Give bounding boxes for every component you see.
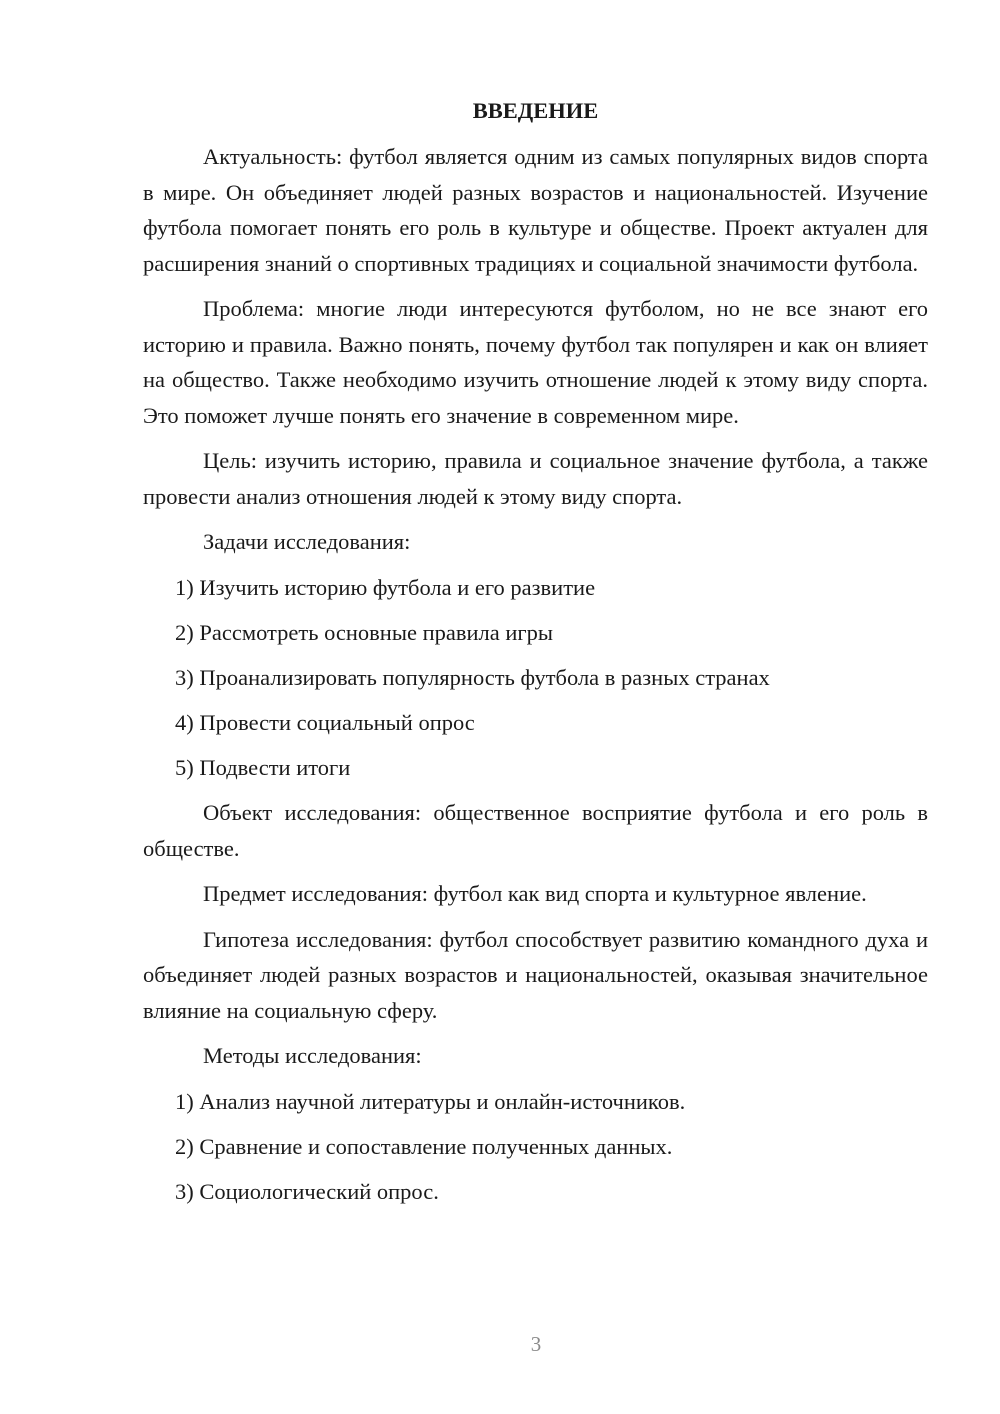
object-paragraph: Объект исследования: общественное восприятие футбола и его роль в обществе. bbox=[143, 800, 928, 861]
page-number: 3 bbox=[530, 1332, 542, 1356]
tasks-list bbox=[143, 570, 928, 786]
task-item-3: 3) Проанализировать популярность футбола в разных странах bbox=[175, 665, 770, 690]
subject-paragraph: Предмет исследования: футбол как вид спорта и культурное явление. bbox=[203, 881, 867, 906]
problem-paragraph: Проблема: многие люди интересуются футболом, но не все знают его историю и правила. Важно понять, почему футбол так популярен и как он влияет на общество. Также необходимо изучить отношение людей к этому виду спорта. Это поможет лучше понять его значение в современном мире. bbox=[143, 296, 928, 428]
methods-list bbox=[143, 1084, 928, 1210]
task-item-5: 5) Подвести итоги bbox=[175, 755, 351, 780]
section-title: ВВЕДЕНИЕ bbox=[472, 98, 599, 123]
hypothesis-paragraph: Гипотеза исследования: футбол способствует развитию командного духа и объединяет людей разных возрастов и национальностей, оказывая значительное влияние на социальную сферу. bbox=[143, 926, 928, 1023]
method-item-1: 1) Анализ научной литературы и онлайн-источников. bbox=[175, 1089, 686, 1114]
method-item-2: 2) Сравнение и сопоставление полученных данных. bbox=[175, 1134, 673, 1159]
task-item-1: 1) Изучить историю футбола и его развитие bbox=[175, 575, 596, 600]
goal-paragraph: Цель: изучить историю, правила и социальное значение футбола, а также провести анализ отношения людей к этому виду спорта. bbox=[143, 448, 928, 509]
page-content bbox=[143, 93, 928, 1219]
task-item-2: 2) Рассмотреть основные правила игры bbox=[175, 620, 553, 645]
relevance-paragraph: Актуальность: футбол является одним из самых популярных видов спорта в мире. Он объединяет людей разных возрастов и национальностей. Изучение футбола помогает понять его роль в культуре и обществе. Проект актуален для расширения знаний о спортивных традициях и социальной значимости футбола. bbox=[143, 144, 928, 276]
tasks-heading: Задачи исследования: bbox=[203, 529, 411, 554]
methods-heading: Методы исследования: bbox=[203, 1043, 422, 1068]
task-item-4: 4) Провести социальный опрос bbox=[175, 710, 475, 735]
method-item-3: 3) Социологический опрос. bbox=[175, 1179, 439, 1204]
